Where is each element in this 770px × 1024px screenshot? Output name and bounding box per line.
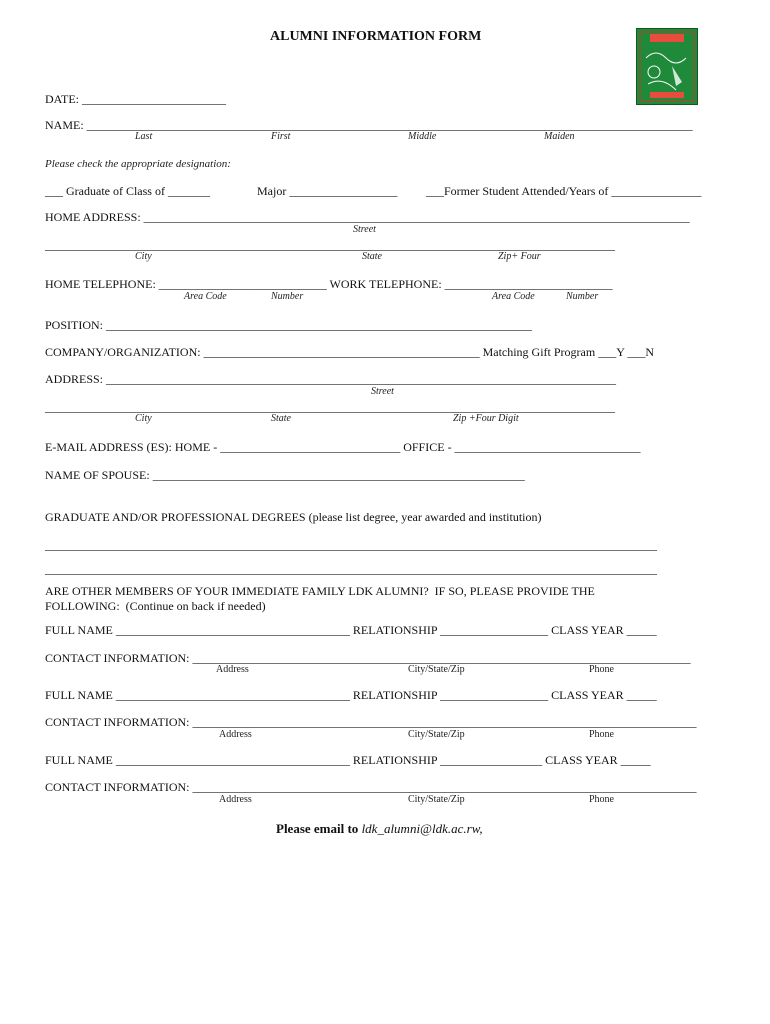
family-2-address-caption: Address <box>219 729 252 740</box>
graduate-class-field[interactable]: ___ Graduate of Class of _______ <box>45 184 210 198</box>
company-city-line[interactable]: _______________________________________________________________________________________________ <box>45 400 615 414</box>
home-number-caption: Number <box>271 291 304 302</box>
degree-line-2[interactable]: ______________________________________________________________________________________________________ <box>45 562 657 576</box>
company-field[interactable]: COMPANY/ORGANIZATION: ______________________________________________ Matching Gift Program ___Y ___N <box>45 345 655 359</box>
family-3-city-caption: City/State/Zip <box>408 794 465 805</box>
family-1-phone-caption: Phone <box>589 664 614 675</box>
date-field[interactable]: DATE: ________________________ <box>45 92 226 106</box>
spouse-field[interactable]: NAME OF SPOUSE: ______________________________________________________________ <box>45 468 525 482</box>
family-2-phone-caption: Phone <box>589 729 614 740</box>
work-number-caption: Number <box>566 291 599 302</box>
family-3-full-name-field[interactable]: FULL NAME _______________________________________ RELATIONSHIP _________________ CLASS YEAR _____ <box>45 753 651 767</box>
state-caption-2: State <box>271 413 291 424</box>
name-caption-last: Last <box>135 131 153 142</box>
family-3-contact-field[interactable]: CONTACT INFORMATION: ____________________________________________________________________________________ <box>45 780 697 794</box>
home-address-field[interactable]: HOME ADDRESS: ___________________________________________________________________________________________ <box>45 210 690 224</box>
work-area-code-caption: Area Code <box>492 291 535 302</box>
form-title: ALUMNI INFORMATION FORM <box>270 29 482 44</box>
zip-caption-2: Zip +Four Digit <box>453 413 519 424</box>
degrees-label: GRADUATE AND/OR PROFESSIONAL DEGREES (please list degree, year awarded and institution) <box>45 510 542 524</box>
email-instruction <box>276 822 483 836</box>
degree-line-1[interactable]: ______________________________________________________________________________________________________ <box>45 538 657 552</box>
position-field[interactable]: POSITION: _______________________________________________________________________ <box>45 318 533 332</box>
name-field[interactable]: NAME: _____________________________________________________________________________________________________ <box>45 118 693 132</box>
name-caption-middle: Middle <box>408 131 437 142</box>
state-caption: State <box>362 251 382 262</box>
family-1-address-caption: Address <box>216 664 249 675</box>
telephone-field[interactable]: HOME TELEPHONE: ____________________________ WORK TELEPHONE: ____________________________ <box>45 277 613 291</box>
city-caption: City <box>135 251 152 262</box>
name-caption-first: First <box>271 131 291 142</box>
name-caption-maiden: Maiden <box>544 131 575 142</box>
address-field[interactable]: ADDRESS: _____________________________________________________________________________________ <box>45 372 617 386</box>
home-city-line[interactable]: _______________________________________________________________________________________________ <box>45 238 615 252</box>
family-1-full-name-field[interactable]: FULL NAME _______________________________________ RELATIONSHIP __________________ CLASS YEAR _____ <box>45 623 657 637</box>
family-question: ARE OTHER MEMBERS OF YOUR IMMEDIATE FAMILY LDK ALUMNI? IF SO, PLEASE PROVIDE THE <box>45 584 595 598</box>
family-2-city-caption: City/State/Zip <box>408 729 465 740</box>
family-1-contact-field[interactable]: CONTACT INFORMATION: ___________________________________________________________________________________ <box>45 651 691 665</box>
family-1-city-caption: City/State/Zip <box>408 664 465 675</box>
former-student-field[interactable]: ___Former Student Attended/Years of _______________ <box>426 184 702 198</box>
family-3-phone-caption: Phone <box>589 794 614 805</box>
email-instruction-prefix: Please email to <box>276 821 362 836</box>
family-question-continued: FOLLOWING: (Continue on back if needed) <box>45 599 266 613</box>
family-3-address-caption: Address <box>219 794 252 805</box>
designation-note: Please check the appropriate designation: <box>45 158 231 170</box>
school-crest-icon <box>636 28 698 105</box>
zip-caption: Zip+ Four <box>498 251 541 262</box>
email-addresses-field[interactable]: E-MAIL ADDRESS (ES): HOME - ______________________________ OFFICE - _______________________________ <box>45 440 641 454</box>
city-caption-2: City <box>135 413 152 424</box>
family-2-contact-field[interactable]: CONTACT INFORMATION: ____________________________________________________________________________________ <box>45 715 697 729</box>
family-2-full-name-field[interactable]: FULL NAME _______________________________________ RELATIONSHIP __________________ CLASS YEAR _____ <box>45 688 657 702</box>
major-field[interactable]: Major __________________ <box>257 184 398 198</box>
home-area-code-caption: Area Code <box>184 291 227 302</box>
street-caption-2: Street <box>371 386 394 397</box>
alumni-email-link[interactable]: ldk_alumni@ldk.ac.rw, <box>361 821 483 836</box>
street-caption: Street <box>353 224 376 235</box>
